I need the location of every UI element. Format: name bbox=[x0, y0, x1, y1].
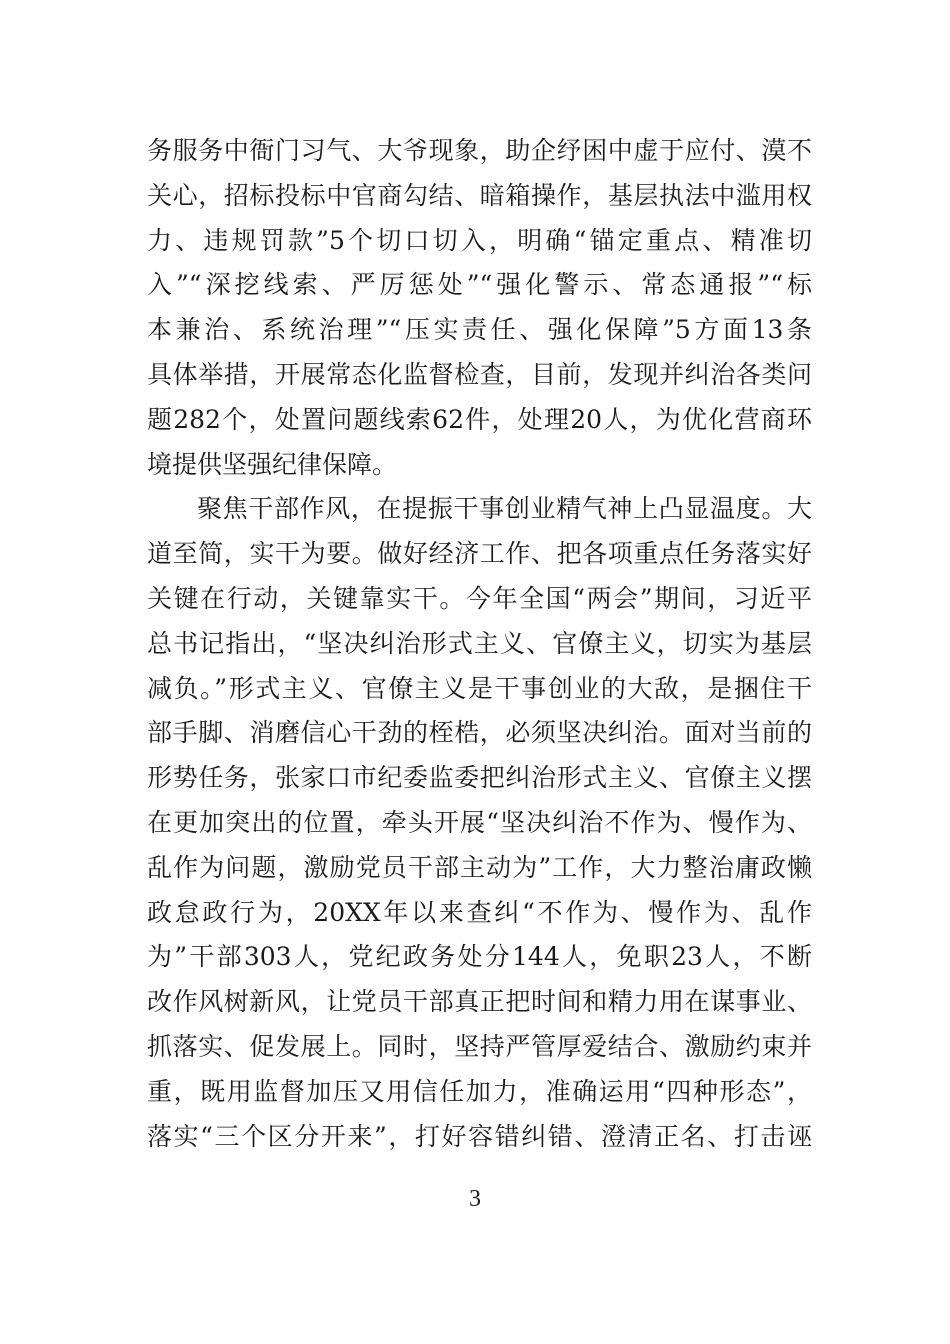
text-line: 具体举措，开展常态化监督检查，目前，发现并纠治各类问 bbox=[147, 359, 812, 389]
text-line: 关键在行动，关键靠实干。今年全国“两会”期间，习近平 bbox=[147, 583, 812, 613]
text-line: 部手脚、消磨信心干劲的桎梏，必须坚决纠治。面对当前的 bbox=[147, 718, 812, 748]
text-line: 道至简，实干为要。做好经济工作、把各项重点任务落实好 bbox=[147, 539, 812, 569]
text-line: 在更加突出的位置，牵头开展“坚决纠治不作为、慢作为、 bbox=[147, 807, 812, 837]
body-text bbox=[147, 129, 812, 1159]
text-line: 减负。”形式主义、官僚主义是干事创业的大敌，是捆住干 bbox=[147, 673, 812, 703]
text-line: 为”干部303人，党纪政务处分144人，免职23人，不断 bbox=[147, 942, 812, 972]
text-line: 关心，招标投标中官商勾结、暗箱操作，基层执法中滥用权 bbox=[147, 180, 812, 210]
text-line: 题282个，处置问题线索62件，处理20人，为优化营商环 bbox=[147, 404, 812, 434]
page-number: 3 bbox=[469, 1186, 481, 1212]
text-line: 乱作为问题，激励党员干部主动为”工作，大力整治庸政懒 bbox=[147, 852, 812, 882]
text-line: 境提供坚强纪律保障。 bbox=[147, 449, 398, 479]
paragraph-first-line: 聚焦干部作风，在提振干事创业精气神上凸显温度。大 bbox=[197, 494, 812, 524]
text-line: 重，既用监督加压又用信任加力，准确运用“四种形态”， bbox=[147, 1076, 812, 1106]
text-line: 本兼治、系统治理”“压实责任、强化保障”5方面13条 bbox=[147, 315, 812, 345]
text-line: 务服务中衙门习气、大爷现象，助企纾困中虚于应付、漠不 bbox=[147, 136, 812, 165]
text-line: 政怠政行为，20XX年以来查纠“不作为、慢作为、乱作 bbox=[147, 897, 812, 927]
text-line: 总书记指出，“坚决纠治形式主义、官僚主义，切实为基层 bbox=[147, 628, 812, 658]
text-line: 落实“三个区分开来”，打好容错纠错、澄清正名、打击诬 bbox=[147, 1121, 812, 1151]
text-line: 形势任务，张家口市纪委监委把纠治形式主义、官僚主义摆 bbox=[147, 763, 812, 793]
text-line: 力、违规罚款”5个切口切入，明确“锚定重点、精准切 bbox=[147, 225, 812, 255]
text-line: 入”“深挖线索、严厉惩处”“强化警示、常态通报”“标 bbox=[147, 270, 812, 300]
text-line: 抓落实、促发展上。同时，坚持严管厚爱结合、激励约束并 bbox=[147, 1031, 812, 1061]
text-line: 改作风树新风，让党员干部真正把时间和精力用在谋事业、 bbox=[147, 987, 812, 1017]
